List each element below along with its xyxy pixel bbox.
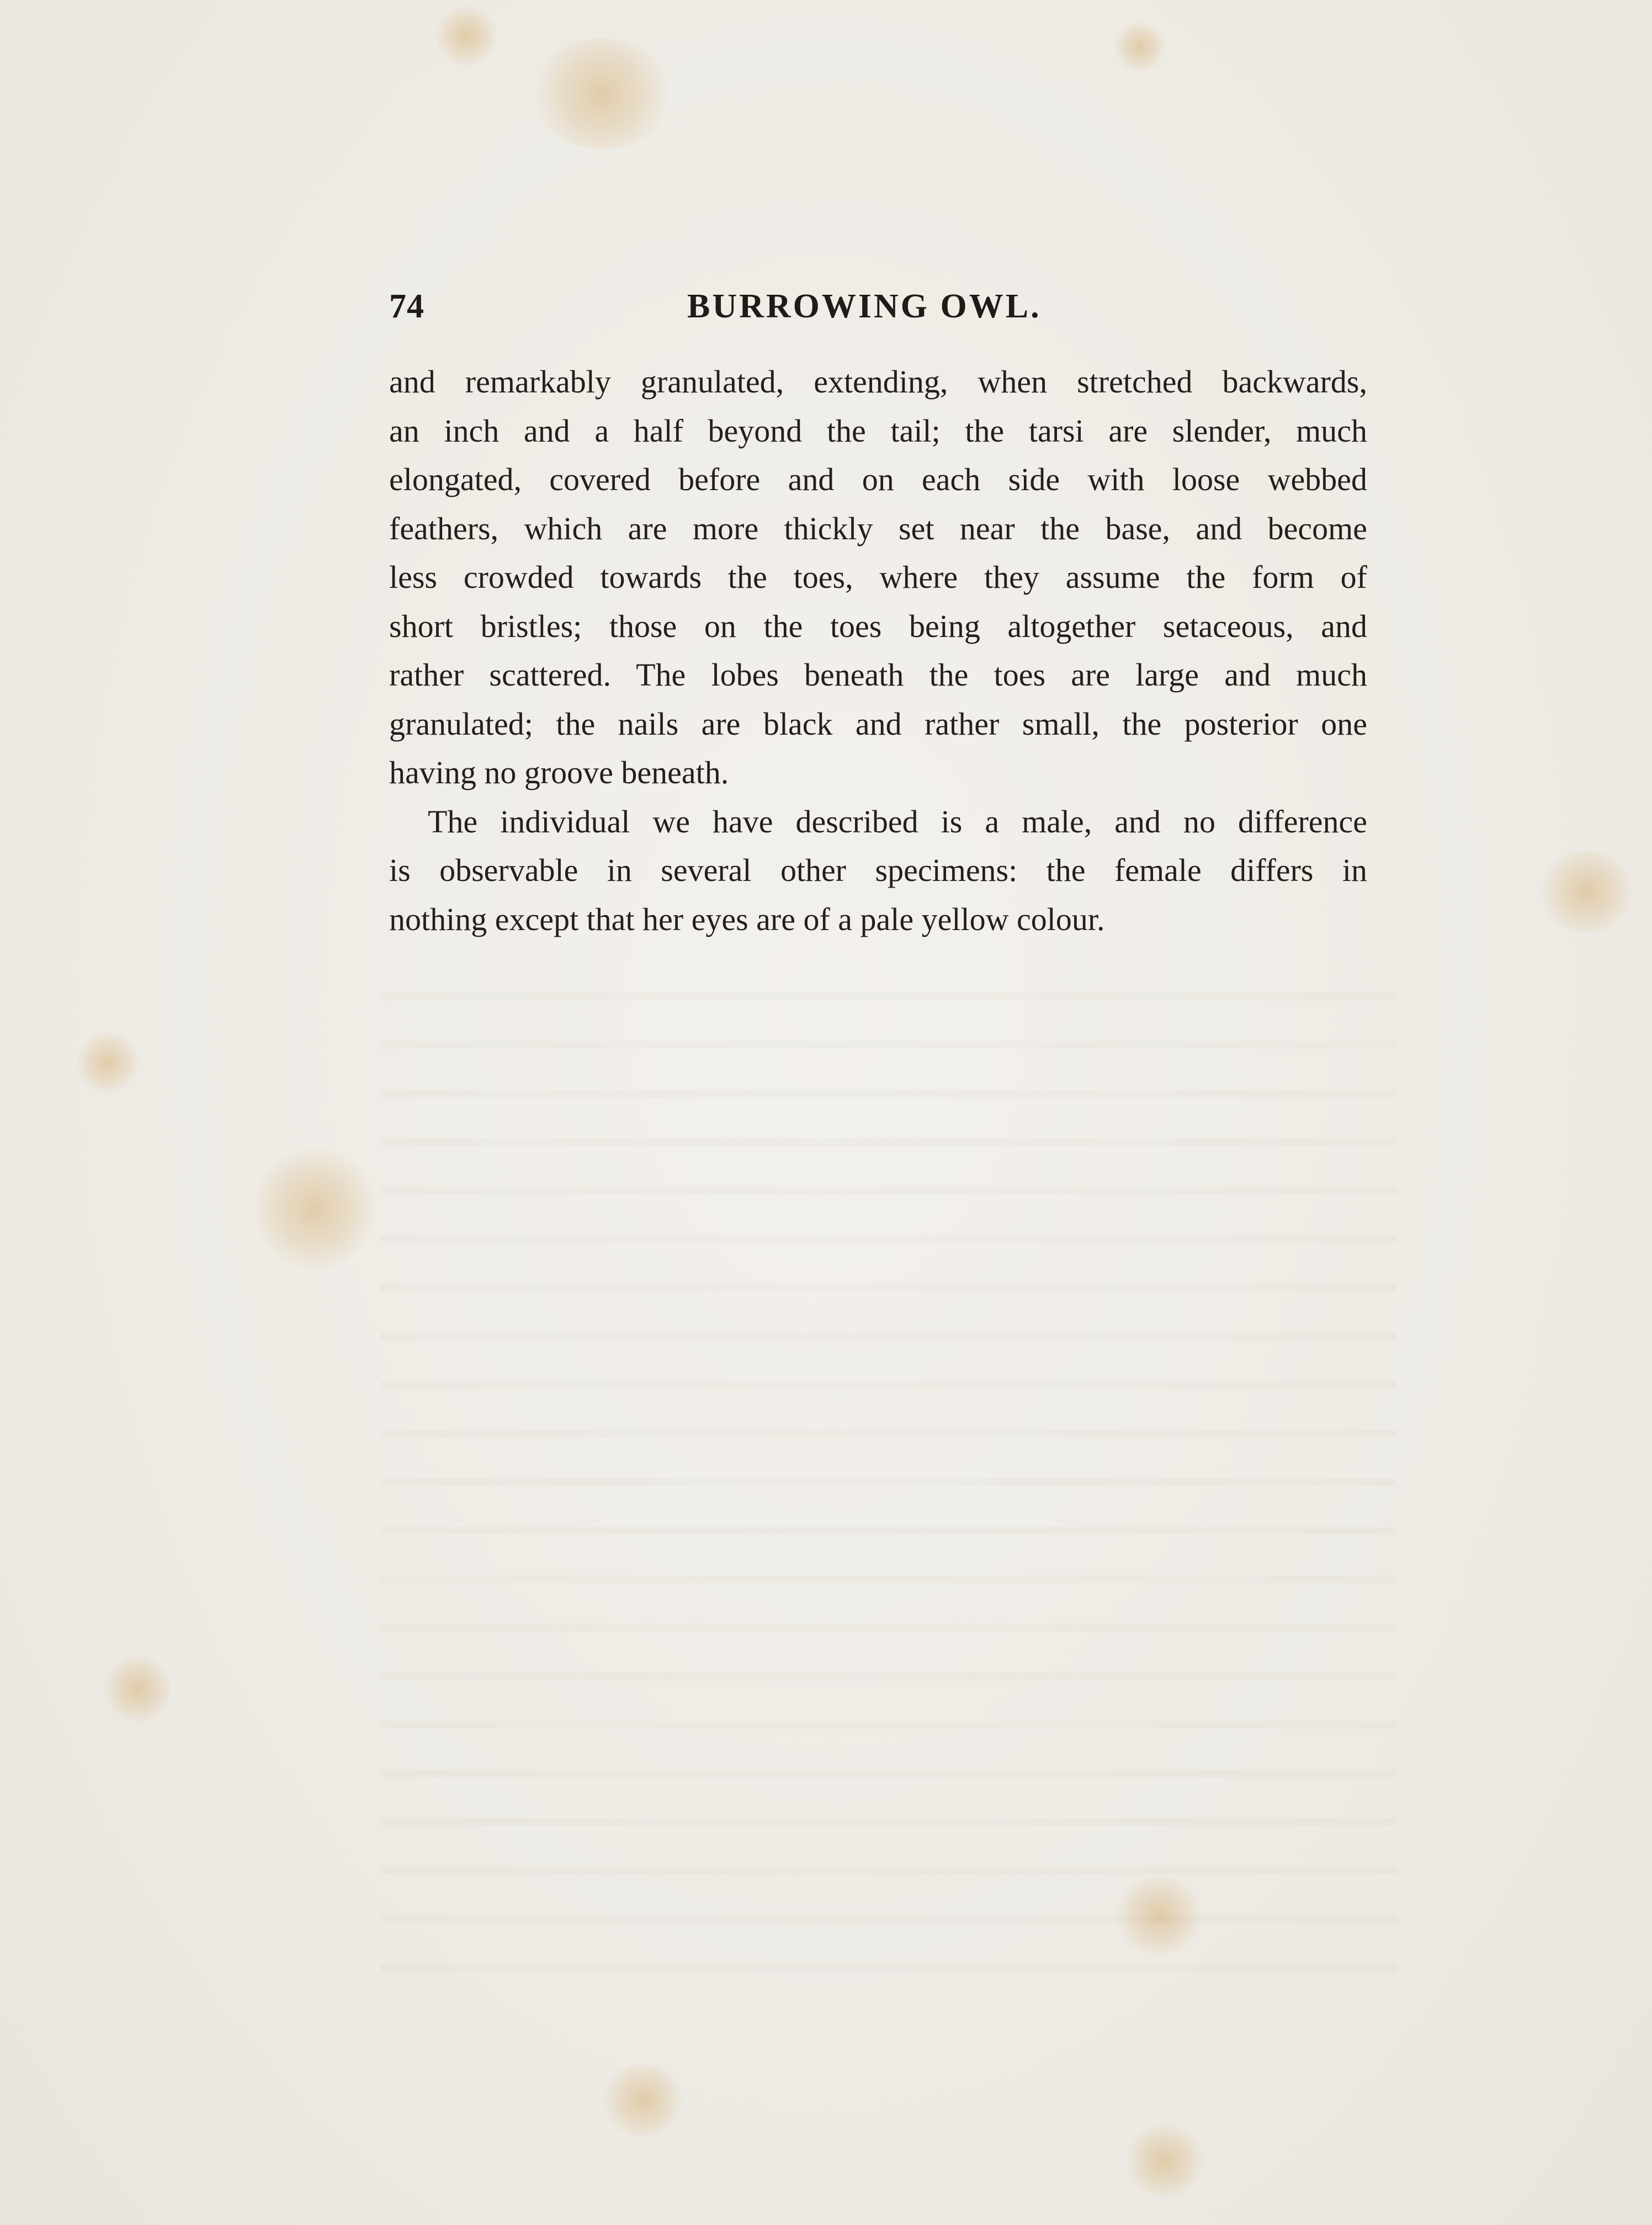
text-line: feathers, which are more thickly set near the base, and become — [389, 510, 1367, 546]
foxing-spot — [1540, 850, 1634, 933]
foxing-spot — [105, 1656, 171, 1722]
foxing-spot — [530, 39, 673, 149]
text-line: short bristles; those on the toes being altogether setaceous, and — [389, 608, 1367, 644]
foxing-spot — [436, 6, 497, 66]
text-line: rather scattered. The lobes beneath the toes are large and much — [389, 657, 1367, 693]
foxing-spot — [1115, 22, 1165, 72]
page-number: 74 — [389, 288, 424, 325]
paragraph — [389, 358, 1367, 798]
text-line: nothing except that her eyes are of a pale yellow colour. — [389, 901, 1105, 937]
text-line: is observable in several other specimens: the female differs in — [389, 852, 1367, 888]
foxing-spot — [1126, 2125, 1203, 2197]
foxing-spot — [77, 1032, 138, 1093]
text-line: an inch and a half beyond the tail; the tarsi are slender, much — [389, 412, 1367, 449]
text-line: having no groove beneath. — [389, 755, 729, 790]
text-line: and remarkably granulated, extending, when stretched backwards, — [389, 364, 1367, 400]
show-through-text — [381, 960, 1396, 2009]
foxing-spot — [254, 1148, 375, 1270]
text-line: The individual we have described is a male, and no difference — [428, 803, 1367, 840]
running-title: BURROWING OWL. — [687, 288, 1042, 325]
body-text — [389, 358, 1367, 944]
text-line: elongated, covered before and on each side with loose webbed — [389, 461, 1367, 497]
text-line: less crowded towards the toes, where they assume the form of — [389, 559, 1367, 595]
running-head — [389, 287, 1372, 331]
text-line: granulated; the nails are black and rather small, the posterior one — [389, 705, 1367, 742]
paragraph — [389, 798, 1367, 944]
foxing-spot — [602, 2064, 684, 2136]
